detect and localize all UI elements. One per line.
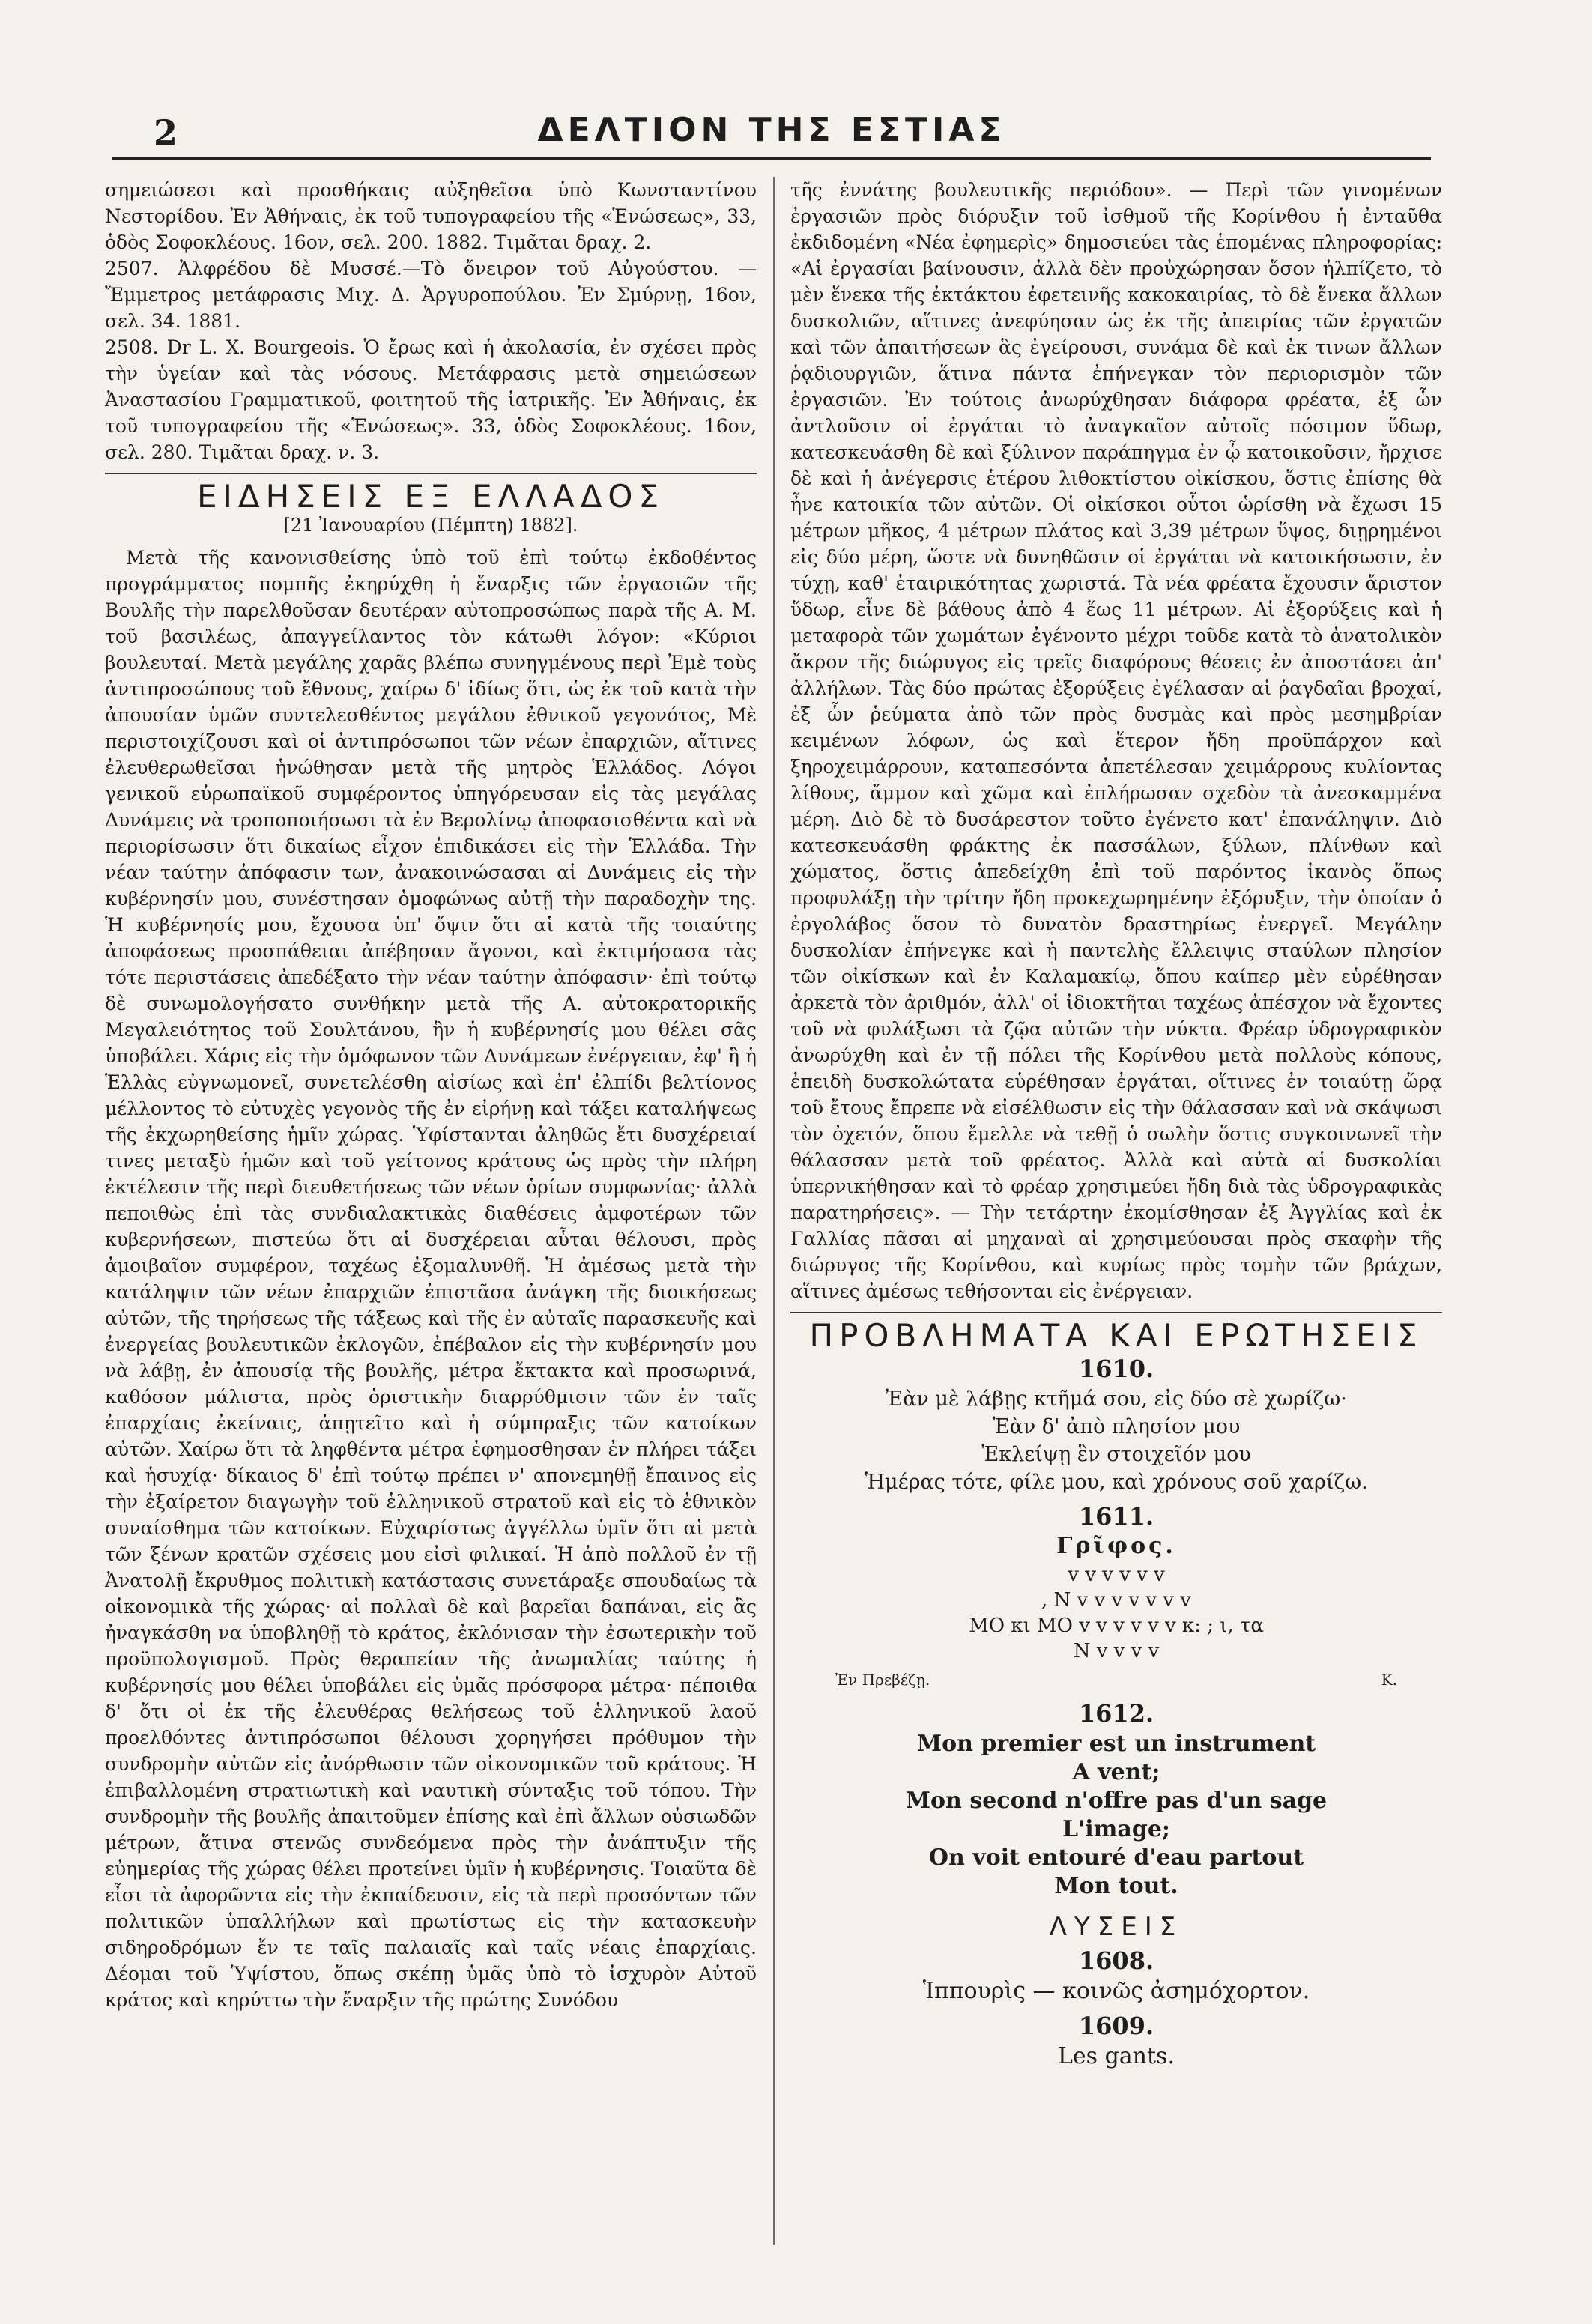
verse-line: Mon tout.: [1054, 1873, 1178, 1899]
verse-line: A vent;: [1072, 1759, 1160, 1785]
solution-number: 1609.: [1078, 2012, 1154, 2040]
column-divider: [773, 177, 775, 2245]
rebus-title: Γρῖφος.: [1056, 1533, 1176, 1559]
rebus-row: v v v v v v: [1068, 1564, 1165, 1586]
news-body: Μετὰ τῆς κανονισθείσης ὑπὸ τοῦ ἐπὶ τούτῳ ἐκδοθέντος προγράμματος πομπῆς ἐκηρύχθη ἡ ἔναρξις τῶν ἐργασιῶν τῆς Βουλῆς τὴν παρελθοῦσαν δευτέραν αὐτοπροσώπως παρὰ τῆς Α. Μ. τοῦ βασιλέως, ἀπαγγείλαντος τὸν κάτωθι λόγον: «Κύριοι βουλευταί. Μετὰ μεγάλης χαρᾶς βλέπω συνηγμένους περὶ Ἐμὲ τοὺς ἀντιπροσώπους τοῦ ἔθνους, χαίρω δ' ἰδίως ὅτι, ὡς ἐκ τοῦ κατὰ τὴν ἀπουσίαν ὑμῶν συντελεσθέντος μεγάλου ἐθνικοῦ γεγονότος, Μὲ περιστοιχίζουσι καὶ οἱ ἀντιπρόσωποι τῶν νέων ἐπαρχιῶν, αἵτινες ἐλευθερωθεῖσαι ἡνώθησαν μετὰ τῆς μητρὸς Ἑλλάδος. Λόγοι γενικοῦ εὐρωπαϊκοῦ συμφέροντος ὑπηγόρευσαν εἰς τὰς μεγάλας Δυνάμεις νὰ τροποποιήσωσι τὰ ἐν Βερολίνῳ ἀποφασισθέντα καὶ νὰ περιορίσωσιν ὅτι δικαίως εἶχον ἐπιδικάσει εἰς τὴν Ἑλλάδα. Τὴν νέαν ταύτην ἀπόφασιν των, ἀνακοινώσασαι αἱ Δυνάμεις εἰς τὴν κυβέρνησίν μου, συνέστησαν ὁμοφώνως αὐτῇ τὴν παραδοχὴν της. Ἡ κυβέρνησίς μου, ἔχουσα ὑπ' ὄψιν ὅτι αἱ κατὰ τῆς τοιαύτης ἀποφάσεως προσπάθειαι ἀπέβησαν ἄγονοι, καὶ ἐκτιμήσασα τὰς τότε περιστάσεις ἀπεδέξατο τὴν νέαν ταύτην ἀπόφασιν· ἐπὶ τούτῳ δὲ συνωμολογήσατο συνθήκην μετὰ τῆς Α. αὐτοκρατορικῆς Μεγαλειότητος τοῦ Σουλτάνου, ἣν ἡ κυβέρνησίς μου θέλει σᾶς ὑποβάλει. Χάρις εἰς τὴν ὁμόφωνον τῶν Δυνάμεων ἐνέργειαν, ἐφ' ἣ ἡ Ἑλλὰς εὐγνωμονεῖ, συνετελέσθη αἰσίως καὶ ἐπ' ἐλπίδι βελτίονος μέλλοντος τὸ εὐτυχὲς γεγονὸς τῆς ἐν εἰρήνῃ καὶ τάξει καταλήψεως τῆς ἐκχωρηθείσης ἡμῖν χώρας. Ὑφίστανται ἀληθῶς ἔτι δυσχέρειαί τινες μεταξὺ ἡμῶν καὶ τοῦ γείτονος κράτους ὡς πρὸς τὴν πλήρη ἐκτέλεσιν τῆς περὶ διευθετήσεως τῶν νέων ὁρίων συμφωνίας· ἀλλὰ πεποιθὼς ἐπὶ τὰς συνδιαλακτικὰς διαθέσεις ἀμφοτέρων τῶν κυβερνήσεων, πιστεύω ὅτι αἱ δυσχέρειαι αὗται θέλουσι, πρὸς ἀμοιβαῖον συμφέρον, ταχέως ἐξομαλυνθῆ. Ἡ ἀμέσως μετὰ τὴν κατάληψιν τῶν νέων ἐπαρχιῶν ἐπιστᾶσα ἀνάγκη τῆς διοικήσεως αὐτῶν, τῆς τηρήσεως τῆς τάξεως καὶ τῆς ἐν αὐταῖς παρασκευῆς καὶ ἐνεργείας βουλευτικῶν ἐκλογῶν, ἐπέβαλον εἰς τὴν κυβέρνησίν μου νὰ λάβῃ, ἐν ἀπουσίᾳ τῆς βουλῆς, μέτρα ἔκτακτα καὶ προσωρινά, καθόσον μάλιστα, πρὸς ὁριστικὴν διαρρύθμισιν τῶν ἐν ταῖς ἐπαρχίαις ἐκείναις, ἀπῃτεῖτο καὶ ἡ σύμπραξις τῶν κατοίκων αὐτῶν. Χαίρω ὅτι τὰ ληφθέντα μέτρα ἐφημοσθησαν ἐν πλήρει τάξει καὶ ἡσυχίᾳ· δίκαιος δ' ἐπὶ τούτῳ πρέπει ν' απονεμηθῇ ἔπαινος εἰς τὴν ἐξαίρετον διαγωγὴν τοῦ ἑλληνικοῦ στρατοῦ καὶ εἰς τὸ ἐθνικὸν συναίσθημα τῶν κατοίκων. Εὐχαρίστως ἀγγέλλω ὑμῖν ὅτι αἱ μετὰ τῶν ξένων κρατῶν σχέσεις μου εἰσὶ φιλικαί. Ἡ ἀπὸ πολλοῦ ἐν τῇ Ἀνατολῇ ἔκρυθμος πολιτικὴ κατάστασις συνετάραξε σπουδαίως τὰ οἰκονομικὰ τῆς χώρας· αἱ πολλαὶ δὲ καὶ βαρεῖαι δαπάναι, εἰς ἃς ἠναγκάσθη να ὑποβληθῇ τὸ κράτος, ἐκλόνισαν τὴν ἐσωτερικὴν τοῦ προϋπολογισμοῦ. Πρὸς θεραπείαν τῆς ἀνωμαλίας ταύτης ἡ κυβέρνησίς μου θέλει ὑποβάλει εἰς ὑμᾶς πρόσφορα μέτρα· πέποιθα δ' ὅτι οἱ ἐκ τῆς ἐλευθέρας θελήσεως τοῦ ἑλληνικοῦ λαοῦ προελθόντες ἀντιπρόσωποι θέλουσι χορηγήσει πρόθυμον τὴν συνδρομὴν αὐτῶν εἰς ἀνόρθωσιν τῶν οἰκονομικῶν τοῦ κράτους. Ἡ ἐπιβαλλομένη στρατιωτικὴ καὶ ναυτικὴ σύνταξις τοῦ τόπου. Τὴν συνδρομὴν τῆς βουλῆς ἀπαιτοῦμεν ἐπίσης καὶ ἐπὶ ἄλλων οὐσιωδῶν μέτρων, ἅτινα στενῶς συνδεόμενα πρὸς τὴν ἀνάπτυξιν τῆς εὐημερίας τῆς χώρας θέλει προτείνει ὑμῖν ἡ κυβέρνησις. Τοιαῦτα δὲ εἶσι τὰ ἀφορῶντα εἰς τὴν ἐκπαίδευσιν, εἰς τὰ περὶ προσόντων τῶν πολιτικῶν ὑπαλλήλων καὶ πρωτίστως εἰς τὴν κατασκευὴν σιδηροδρόμων ἔν τε ταῖς παλαιαῖς καὶ ταῖς νέαις ἐπαρχίαις. Δέομαι τοῦ Ὑψίστου, ὅπως σκέπῃ ὑμᾶς ὑπὸ τὸ ἰσχυρὸν Αὐτοῦ κράτος καὶ κηρύττω τὴν ἔναρξιν τῆς πρώτης Συνόδου: [105, 547, 757, 2011]
solution-text: Ἱππουρὶς — κοινῶς ἀσημόχορτον.: [922, 1978, 1310, 2004]
verse-line: Mon premier est un instrument: [916, 1731, 1316, 1757]
verse-line: Mon second n'offre pas d'un sage: [905, 1788, 1328, 1814]
solution-text: Les gants.: [1057, 2043, 1175, 2069]
rebus-row: N v v v v: [1073, 1640, 1160, 1662]
left-column: [105, 177, 757, 2013]
section-rule: [790, 1312, 1442, 1313]
rebus-row: ΜΟ κι ΜΟ v v v v v v κ: ; ι, τα: [969, 1615, 1264, 1637]
news-continued: τῆς ἐννάτης βουλευτικῆς περιόδου». — Περὶ τῶν γινομένων ἐργασιῶν πρὸς διόρυξιν τοῦ ἰσθμοῦ τῆς Κορίνθου ἡ ἐνταῦθα ἐκδιδομένη «Νέα ἐφημερὶς» δημοσιεύει τὰς ἑπομένας πληροφορίας: «Αἱ ἐργασίαι βαίνουσιν, ἀλλὰ δὲν προὐχώρησαν ὅσον ἠλπίζετο, τὸ μὲν ἕνεκα τῆς ἐκτάκτου ἐφετεινῆς κακοκαιρίας, τὸ δὲ ἕνεκα ἄλλων δυσκολιῶν, αἵτινες ἀνεφύησαν ὡς ἐκ τῆς ἀπειρίας τῶν ἐργατῶν καὶ τῶν ἀπαιτήσεων ἃς ἐγείρουσι, συνάμα δὲ καὶ ἐκ τινων ἄλλων ῥᾳδιουργιῶν, ἅτινα πάντα ἐπήνεγκαν τὸν περιορισμὸν τῶν ἐργασιῶν. Ἐν τούτοις ἀνωρύχθησαν διάφορα φρέατα, ἐξ ὧν ἀντλοῦσιν οἱ ἐργάται τὸ ἀναγκαῖον αὐτοῖς πόσιμον ὕδωρ, κατεσκευάσθη δὲ καὶ ξύλινον παράπηγμα ἐν ᾧ κατοικοῦσιν, ἤρχισε δὲ καὶ ἡ ἀνέγερσις ἑτέρου λιθοκτίστου οἰκίσκου, ὅστις ἐπίσης θὰ ἦνε κατοικία τῶν αὐτῶν. Οἱ οἰκίσκοι οὗτοι ὡρίσθη νὰ ἔχωσι 15 μέτρων μῆκος, 4 μέτρων πλάτος καὶ 3,39 μέτρων ὕψος, διῃρημένοι εἰς δύο μέρη, ὥστε νὰ δυνηθῶσιν οἱ ἐργάται νὰ κατοικήσωσιν, ἐν τύχῃ, καθ' ἑταιρικότητας χωριστά. Τὰ νέα φρέατα ἔχουσιν ἄριστον ὕδωρ, εἶνε δὲ βάθους ἀπὸ 4 ἕως 11 μέτρων. Αἱ ἐξορύξεις καὶ ἡ μεταφορὰ τῶν χωμάτων ἐγένοντο μέχρι τοῦδε κατὰ τὸ ἀνατολικὸν ἄκρον τῆς διώρυγος εἰς τρεῖς διαφόρους θέσεις ἐν ἀποστάσει ἀπ' ἀλλήλων. Τὰς δύο πρώτας ἐξορύξεις ἐγέλασαν αἱ ῥαγδαῖαι βροχαί, ἐξ ὧν ῥεύματα ἀπὸ τῶν πρὸς δυσμὰς καὶ πρὸς μεσημβρίαν κειμένων λόφων, ὡς καὶ ἕτερον ἤδη προϋπάρχον καὶ ξηροχειμάρρουν, καταπεσόντα ἀπετέλεσαν χειμάρρους κυλίοντας λίθους, ἄμμον καὶ χῶμα καὶ ἐπλήρωσαν σχεδὸν τὰ ἀνεσκαμμένα μέρη. Διὸ δὲ τὸ δυσάρεστον τοῦτο ἐγένετο κατ' ἐπανάληψιν. Διὸ κατεσκευάσθη φράκτης ἐκ πασσάλων, ξύλων, πλίνθων καὶ χώματος, ὅστις ἀπεδείχθη ἐπὶ τοῦ παρόντος ἱκανὸς ὅπως προφυλάξῃ τὴν τρίτην ἤδη προκεχωρημένην ἐξόρυξιν, τὴν ὁποίαν ὁ ἐργολάβος ὅσον τὸ δυνατὸν δραστηρίως ἐνεργεῖ. Μεγάλην δυσκολίαν ἐπήνεγκε καὶ ἡ παντελὴς ἔλλειψις σταύλων πλησίον τῶν οἰκίσκων καὶ ἐν Καλαμακίῳ, ὅπου καίπερ μὲν εὑρέθησαν ἀρκετὰ τὸν ἀριθμόν, ἀλλ' οἱ ἰδιοκτῆται ταχέως ἀπέσχον νὰ ἔχοντες τοῦ νὰ φυλάξωσι τὰ ζῷα αὐτῶν τὴν νύκτα. Φρέαρ ὑδρογραφικὸν ἀνωρύχθη καὶ ἐν τῇ πόλει τῆς Κορίνθου μετὰ πολλοὺς κόπους, ἐπειδὴ δυσκολώτατα εὑρέθησαν ἐργάται, οἵτινες ἐν τοιαύτῃ ὥρᾳ τοῦ ἔτους ἔπρεπε νὰ εἰσέλθωσιν εἰς τὴν θάλασσαν καὶ νὰ σκάψωσι τὸν ὀχετόν, ὅπου ἔμελλε νὰ τεθῇ ὁ σωλὴν ὅστις συγκοινωνεῖ τὴν θάλασσαν μετὰ τοῦ φρέατος. Ἀλλὰ καὶ αὐτὰ αἱ δυσκολίαι ὑπερνικήθησαν καὶ τὸ φρέαρ χρησιμεύει ἤδη διὰ τὰς ὑδρογραφικὰς παρατηρήσεις». — Τὴν τετάρτην ἐκομίσθησαν ἐξ Ἀγγλίας καὶ ἐκ Γαλλίας πᾶσαι αἱ μηχαναὶ αἱ χρησιμεύουσαι πρὸς σκαφὴν τῆς διώρυγος τῆς Κορίνθου, καὶ κυρίως πρὸς τομὴν τῶν βράχων, αἵτινες ἀμέσως τεθήσονται εἰς ἐνέργειαν.: [790, 179, 1442, 1302]
news-dateline: [21 Ἰανουαρίου (Πέμπτη) 1882].: [283, 515, 578, 536]
verse-line: L'image;: [1062, 1816, 1170, 1842]
section-rule: [105, 473, 757, 474]
rebus-row: , N v v v v v v v: [1041, 1589, 1191, 1612]
right-column: [790, 177, 1442, 2071]
signature: [835, 1667, 1397, 1693]
verse-line: Ἐκλείψῃ ἓν στοιχεῖόν μου: [981, 1443, 1251, 1466]
signature-place: Ἐν Πρεβέζῃ.: [835, 1671, 930, 1689]
bibliography-entry: 2507. Ἀλφρέδου δὲ Μυσσέ.—Τὸ ὄνειρον τοῦ Αὐγούστου. — Ἔμμετρος μετάφρασις Μιχ. Δ. Ἀργυροπούλου. Ἐν Σμύρνῃ, 16ον, σελ. 34. 1881.: [105, 258, 757, 332]
page-number: 2: [154, 112, 178, 153]
verse-line: On voit entouré d'eau partout: [928, 1845, 1304, 1871]
problem-number: 1612.: [1078, 1699, 1154, 1728]
solutions-title: ΛΥΣΕΙΣ: [1049, 1912, 1184, 1942]
verse-line: Ἡμέρας τότε, φίλε μου, καὶ χρόνους σοῦ χαρίζω.: [865, 1471, 1368, 1494]
problem-number: 1610.: [1078, 1355, 1154, 1383]
news-section-title: ΕΙΔΗΣΕΙΣ ΕΞ ΕΛΛΑΔΟΣ: [196, 478, 665, 515]
signature-initial: K.: [1381, 1671, 1397, 1689]
page-header: [112, 105, 1431, 160]
bibliography-entry: σημειώσεσι καὶ προσθήκαις αὐξηθεῖσα ὑπὸ Κωνσταντίνου Νεστορίδου. Ἐν Ἀθήναις, ἐκ τοῦ τυπογραφείου τῆς «Ἑνώσεως», 33, ὁδὸς Σοφοκλέους. 16ον, σελ. 200. 1882. Τιμᾶται δραχ. 2.: [105, 179, 757, 253]
bibliography-entry: 2508. Dr L. X. Bourgeois. Ὁ ἔρως καὶ ἡ ἀκολασία, ἐν σχέσει πρὸς τὴν ὑγείαν καὶ τὰς νόσους. Μετάφρασις μετὰ σημειώσεων Ἀναστασίου Γραμματικοῦ, φοιτητοῦ τῆς ἰατρικῆς. Ἐν Ἀθήναις, ἐκ τοῦ τυπογραφείου τῆς «Ἑνώσεως». 33, ὁδὸς Σοφοκλέους. 16ον, σελ. 280. Τιμᾶται δραχ. ν. 3.: [105, 336, 757, 463]
problems-section-title: ΠΡΟΒΛΗΜΑΤΑ ΚΑΙ ΕΡΩΤΗΣΕΙΣ: [809, 1317, 1423, 1354]
solution-number: 1608.: [1078, 1946, 1154, 1975]
problem-number: 1611.: [1078, 1502, 1154, 1531]
verse-line: Ἐὰν μὲ λάβῃς κτῆμά σου, εἰς δύο σὲ χωρίζω·: [886, 1388, 1347, 1411]
running-title: ΔΕΛΤΙΟΝ ΤΗΣ ΕΣΤΙΑΣ: [537, 111, 1006, 149]
verse-line: Ἐὰν δ' ἀπὸ πλησίον μου: [992, 1415, 1241, 1438]
